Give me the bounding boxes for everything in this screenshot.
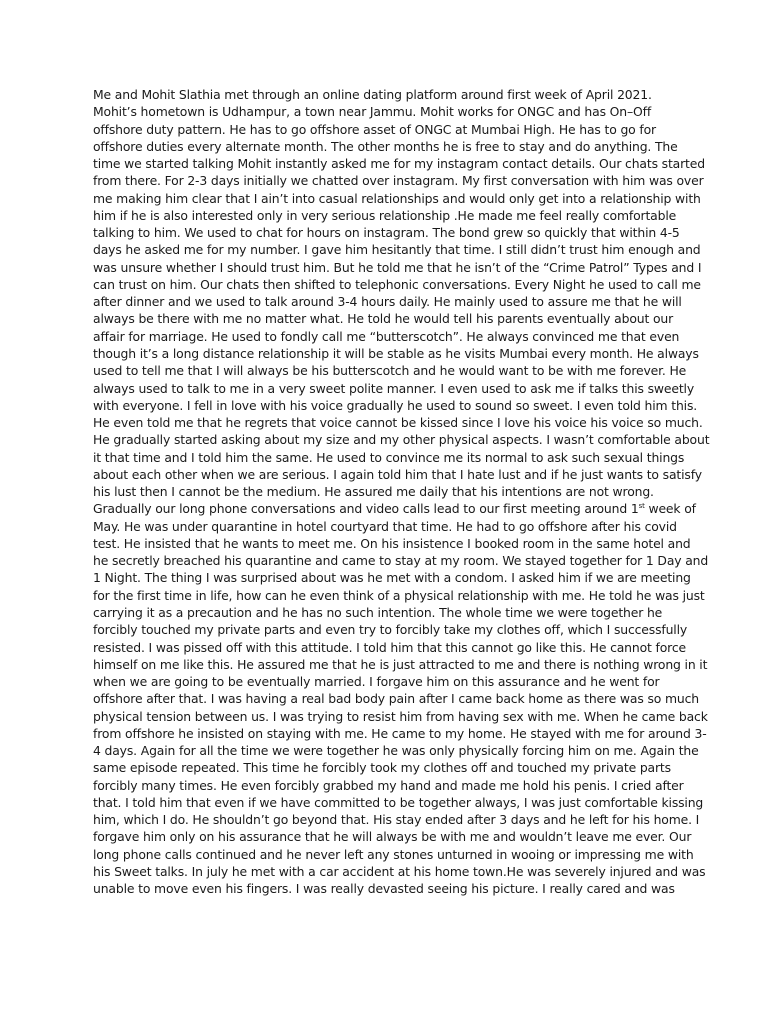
text-line-content: Me and Mohit Slathia met through an online dating platform around first week of April 2021.: [93, 87, 652, 102]
text-line-content: resisted. I was pissed off with this attitude. I told him that this cannot go like this. He cannot force: [93, 639, 686, 655]
text-line: [93, 569, 691, 586]
text-line-content: time we started talking Mohit instantly asked me for my instagram contact details. Our chats started: [93, 156, 705, 172]
text-line: [93, 293, 683, 310]
text-line-content: him if he is also interested only in very serious relationship .He made me feel really comfortable: [93, 207, 677, 223]
text-line: [93, 276, 701, 293]
text-line-content: his lust then I cannot be the medium. He assured me daily that his intentions are not wrong.: [93, 484, 654, 500]
text-line-content: his Sweet talks. In july he met with a car accident at his home town.He was severely injured and was: [93, 863, 706, 879]
text-line: [93, 708, 708, 725]
text-line-content: after dinner and we used to talk around 3-4 hours daily. He mainly used to assure me that he will: [93, 294, 682, 310]
text-line-content: affair for marriage. He used to fondly call me “butterscotch”. He always convinced me that even: [93, 328, 680, 344]
text-line: [93, 138, 683, 155]
text-line: [93, 86, 683, 103]
text-line: [93, 518, 683, 535]
text-line-content: always used to talk to me in a very sweet polite manner. I even used to ask me if talks this sweetly: [93, 380, 695, 396]
text-line: [93, 552, 709, 569]
text-line: [93, 759, 683, 776]
text-line-content: 4 days. Again for all the time we were together he was only physically forcing him on me. Again the: [93, 743, 699, 759]
text-line: [93, 241, 701, 258]
text-line: [93, 880, 683, 897]
text-line-content: unable to move even his fingers. I was really devasted seeing his picture. I really cared and was: [93, 881, 675, 897]
text-line-content: me making him clear that I ain’t into casual relationships and would only get into a relationship with: [93, 190, 701, 206]
text-line: [93, 362, 687, 379]
text-line: [93, 190, 701, 207]
text-line: [93, 863, 706, 880]
text-line-content: from offshore he insisted on staying with me. He came to my home. He stayed with me for around 3-: [93, 725, 707, 741]
text-line-content: same episode repeated. This time he forcibly took my clothes off and touched my private parts: [93, 760, 671, 776]
text-line: [93, 604, 683, 621]
text-line-content: used to tell me that I will always be his butterscotch and he would want to be with me forever. He: [93, 363, 687, 379]
text-line-content: with everyone. I fell in love with his voice gradually he used to sound so sweet. I even told him this.: [93, 397, 698, 413]
text-line: [93, 811, 700, 828]
text-line-content: forgave him only on his assurance that he will always be with me and wouldn’t leave me ever. Our: [93, 829, 692, 845]
text-line: [93, 725, 707, 742]
text-line: [93, 828, 692, 845]
text-line-content: offshore duties every alternate month. The other months he is free to stay and do anything. The: [93, 138, 678, 154]
text-line-content: from there. For 2-3 days initially we chatted over instagram. My first conversation with him was over: [93, 173, 704, 189]
text-line: [93, 656, 708, 673]
text-line: [93, 224, 683, 241]
text-line-content: test. He insisted that he wants to meet me. On his insistence I booked room in the same hotel and: [93, 535, 691, 551]
text-line-content: offshore after that. I was having a real bad body pain after I came back home as there was so much: [93, 691, 699, 707]
text-line: [93, 431, 710, 448]
text-line: [93, 535, 691, 552]
text-line-content: himself on me like this. He assured me that he is just attracted to me and there is nothing wrong in it: [93, 656, 708, 672]
text-line-content: him, which I do. He shouldn’t go beyond that. His stay ended after 3 days and he left for his home. I: [93, 812, 700, 828]
text-line: [93, 777, 683, 794]
text-line: [93, 742, 699, 759]
text-line-content: carrying it as a precaution and he has no such intention. The whole time we were together he: [93, 604, 663, 620]
text-line-content: for the first time in life, how can he even think of a physical relationship with me. He told he was just: [93, 587, 705, 603]
text-line-content: He gradually started asking about my size and my other physical aspects. I wasn’t comfortable about: [93, 432, 710, 448]
text-line: [93, 673, 683, 690]
text-line-content: though it’s a long distance relationship it will be stable as he visits Mumbai every month. He always: [93, 345, 699, 361]
ordinal-superscript: st: [638, 502, 645, 511]
text-line: [93, 259, 702, 276]
text-line: [93, 310, 683, 327]
text-line: [93, 207, 683, 224]
text-line-content: May. He was under quarantine in hotel courtyard that time. He had to go offshore after his covid: [93, 518, 677, 534]
text-line-content: when we are going to be eventually married. I forgave him on this assurance and he went for: [93, 674, 660, 690]
text-line: [93, 380, 695, 397]
text-line-content: days he asked me for my number. I gave him hesitantly that time. I still didn’t trust him enough and: [93, 242, 701, 258]
text-line-content: He even told me that he regrets that voice cannot be kissed since I love his voice his voice so much.: [93, 415, 703, 431]
text-line-tail: week of: [644, 501, 696, 517]
text-line-content: that. I told him that even if we have committed to be together always, I was just comfortable kissing: [93, 794, 704, 810]
text-line: [93, 794, 704, 811]
text-line-content: it that time and I told him the same. He used to convince me its normal to ask such sexual things: [93, 449, 685, 465]
text-line: [93, 846, 694, 863]
text-line-content: was unsure whether I should trust him. But he told me that he isn’t of the “Crime Patrol” Types and I: [93, 259, 702, 275]
text-line: [93, 690, 699, 707]
text-line: [93, 639, 686, 656]
text-line-content: about each other when we are serious. I again told him that I hate lust and if he just wants to satisfy: [93, 466, 702, 482]
text-line: [93, 500, 696, 517]
text-line-content: offshore duty pattern. He has to go offshore asset of ONGC at Mumbai High. He has to go for: [93, 121, 656, 137]
text-line-content: talking to him. We used to chat for hours on instagram. The bond grew so quickly that within 4-5: [93, 225, 680, 241]
text-line: [93, 397, 698, 414]
text-line: [93, 414, 703, 431]
text-line-content: always be there with me no matter what. He told he would tell his parents eventually about our: [93, 311, 674, 327]
text-line-content: can trust on him. Our chats then shifted to telephonic conversations. Every Night he used to call me: [93, 276, 701, 292]
text-line-content: long phone calls continued and he never left any stones unturned in wooing or impressing me with: [93, 846, 694, 862]
text-line: [93, 621, 688, 638]
text-line: [93, 587, 705, 604]
text-line-content: Gradually our long phone conversations and video calls lead to our first meeting around 1: [93, 501, 639, 517]
text-line: [93, 103, 683, 120]
text-line-content: forcibly many times. He even forcibly grabbed my hand and made me hold his penis. I cried after: [93, 777, 684, 793]
text-line-content: physical tension between us. I was trying to resist him from having sex with me. When he came back: [93, 708, 708, 724]
text-line: [93, 449, 683, 466]
text-line: [93, 172, 704, 189]
text-line: [93, 328, 683, 345]
text-line: [93, 466, 702, 483]
text-line: [93, 121, 683, 138]
text-line: [93, 483, 683, 500]
text-line: [93, 345, 699, 362]
text-line-content: forcibly touched my private parts and even try to forcibly take my clothes off, which I successfully: [93, 622, 688, 638]
document-body-text: [93, 86, 710, 897]
text-line-content: Mohit’s hometown is Udhampur, a town near Jammu. Mohit works for ONGC and has On–Off: [93, 104, 652, 120]
text-line-content: he secretly breached his quarantine and came to stay at my room. We stayed together for 1 Day and: [93, 553, 709, 569]
text-line-content: 1 Night. The thing I was surprised about was he met with a condom. I asked him if we are meeting: [93, 570, 691, 586]
text-line: [93, 155, 705, 172]
